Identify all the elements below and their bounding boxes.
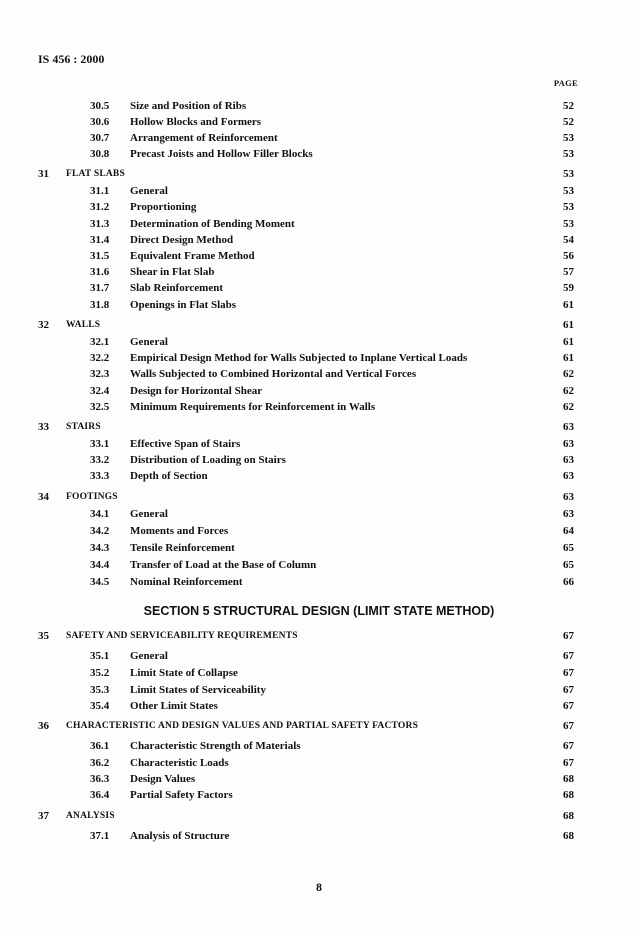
page-column-label: PAGE [553,78,578,88]
toc-entry-number: 33.2 [90,454,110,466]
toc-entry-number: 36.2 [90,757,110,769]
toc-entry-page: 65 [563,542,574,554]
page-number: 8 [316,880,322,894]
toc-entry-number: 33 [38,421,49,433]
toc-subsection-row [0,114,638,130]
toc-entry-number: 31.7 [90,282,110,294]
toc-entry-number: 34.5 [90,576,110,588]
toc-entry-page: 52 [563,116,574,128]
toc-section-row [0,808,638,824]
toc-subsection-row [0,771,638,787]
toc-entry-page: 67 [563,720,574,732]
toc-entry-title: Tensile Reinforcement [130,542,235,554]
toc-entry-page: 68 [563,810,574,822]
toc-entry-number: 30.5 [90,100,110,112]
toc-entry-number: 37.1 [90,830,110,842]
toc-subsection-row [0,755,638,771]
toc-entry-page: 62 [563,368,574,380]
toc-entry-title: FOOTINGS [66,492,118,502]
toc-entry-number: 33.3 [90,470,110,482]
toc-entry-page: 67 [563,684,574,696]
toc-entry-title: Transfer of Load at the Base of Column [130,559,317,571]
toc-subsection-row [0,682,638,698]
toc-entry-number: 32.3 [90,368,110,380]
section-heading: SECTION 5 STRUCTURAL DESIGN (LIMIT STATE METHOD) [143,604,495,618]
toc-entry-title: CHARACTERISTIC AND DESIGN VALUES AND PARTIAL SAFETY FACTORS [66,721,419,731]
toc-section-row [0,489,638,505]
toc-subsection-row [0,468,638,484]
toc-entry-page: 63 [563,421,574,433]
toc-entry-title: SAFETY AND SERVICEABILITY REQUIREMENTS [66,631,298,641]
toc-entry-title: FLAT SLABS [66,169,125,179]
toc-entry-number: 32.1 [90,336,110,348]
toc-entry-number: 31.6 [90,266,110,278]
toc-subsection-row [0,738,638,754]
toc-entry-page: 61 [563,299,574,311]
toc-subsection-row [0,557,638,573]
toc-entry-number: 34.1 [90,508,110,520]
toc-entry-number: 32.4 [90,385,110,397]
toc-subsection-row [0,183,638,199]
toc-entry-page: 67 [563,700,574,712]
toc-entry-title: Arrangement of Reinforcement [130,132,278,144]
toc-entry-page: 63 [563,470,574,482]
toc-subsection-row [0,506,638,522]
toc-subsection-row [0,248,638,264]
toc-entry-page: 63 [563,508,574,520]
toc-entry-page: 61 [563,319,574,331]
toc-entry-title: STAIRS [66,422,101,432]
toc-entry-page: 63 [563,491,574,503]
toc-entry-page: 53 [563,168,574,180]
toc-entry-number: 36.4 [90,789,110,801]
toc-entry-page: 67 [563,650,574,662]
toc-entry-title: Design Values [130,773,196,785]
toc-entry-page: 56 [563,250,574,262]
toc-entry-number: 35 [38,630,49,642]
toc-entry-number: 32 [38,319,49,331]
toc-entry-number: 30.8 [90,148,110,160]
toc-entry-number: 35.4 [90,700,110,712]
toc-entry-number: 34.4 [90,559,110,571]
toc-entry-number: 36.3 [90,773,110,785]
toc-subsection-row [0,399,638,415]
toc-subsection-row [0,199,638,215]
toc-section-row [0,628,638,644]
toc-entry-number: 34 [38,491,49,503]
toc-entry-page: 66 [563,576,574,588]
toc-subsection-row [0,452,638,468]
toc-entry-page: 65 [563,559,574,571]
toc-entry-title: Moments and Forces [130,525,229,537]
toc-subsection-row [0,264,638,280]
toc-entry-title: Proportioning [130,201,197,213]
toc-entry-page: 53 [563,201,574,213]
toc-entry-title: Equivalent Frame Method [130,250,255,262]
toc-entry-number: 33.1 [90,438,110,450]
toc-entry-title: Empirical Design Method for Walls Subjected to Inplane Vertical Loads [130,352,468,364]
toc-entry-title: Openings in Flat Slabs [130,299,237,311]
toc-entry-page: 53 [563,132,574,144]
toc-entry-number: 30.7 [90,132,110,144]
toc-subsection-row [0,334,638,350]
toc-subsection-row [0,280,638,296]
toc-entry-number: 31.5 [90,250,110,262]
toc-entry-title: Distribution of Loading on Stairs [130,454,286,466]
toc-entry-page: 63 [563,438,574,450]
toc-subsection-row [0,146,638,162]
toc-entry-page: 57 [563,266,574,278]
standard-code: IS 456 : 2000 [38,52,105,66]
toc-entry-page: 67 [563,740,574,752]
toc-entry-number: 34.3 [90,542,110,554]
toc-subsection-row [0,828,638,844]
toc-entry-title: General [130,185,168,197]
toc-entry-page: 52 [563,100,574,112]
toc-entry-page: 62 [563,385,574,397]
toc-entry-title: Shear in Flat Slab [130,266,215,278]
toc-entry-page: 64 [563,525,574,537]
toc-subsection-row [0,130,638,146]
toc-entry-number: 31.1 [90,185,110,197]
toc-entry-number: 31.2 [90,201,110,213]
toc-section-row [0,419,638,435]
toc-entry-title: Slab Reinforcement [130,282,223,294]
toc-entry-page: 67 [563,667,574,679]
toc-subsection-row [0,366,638,382]
toc-entry-number: 32.5 [90,401,110,413]
toc-entry-number: 30.6 [90,116,110,128]
toc-entry-number: 37 [38,810,49,822]
toc-entry-page: 67 [563,630,574,642]
toc-entry-title: General [130,508,168,520]
toc-entry-title: ANALYSIS [66,811,115,821]
toc-entry-number: 36.1 [90,740,110,752]
toc-entry-title: Direct Design Method [130,234,234,246]
toc-section-row [0,718,638,734]
toc-entry-page: 63 [563,454,574,466]
toc-entry-page: 53 [563,148,574,160]
toc-entry-title: General [130,650,168,662]
toc-subsection-row [0,523,638,539]
toc-entry-title: Limit States of Serviceability [130,684,266,696]
toc-subsection-row [0,350,638,366]
toc-entry-number: 32.2 [90,352,110,364]
toc-entry-page: 67 [563,757,574,769]
toc-entry-title: Characteristic Loads [130,757,229,769]
toc-entry-page: 61 [563,336,574,348]
toc-entry-title: Characteristic Strength of Materials [130,740,301,752]
toc-subsection-row [0,574,638,590]
toc-entry-number: 35.3 [90,684,110,696]
toc-entry-title: Size and Position of Ribs [130,100,247,112]
toc-entry-title: General [130,336,168,348]
toc-entry-title: Analysis of Structure [130,830,230,842]
toc-entry-number: 31.3 [90,218,110,230]
toc-entry-number: 31 [38,168,49,180]
toc-entry-page: 53 [563,185,574,197]
toc-entry-title: Hollow Blocks and Formers [130,116,262,128]
toc-entry-title: Design for Horizontal Shear [130,385,263,397]
toc-subsection-row [0,648,638,664]
toc-entry-number: 36 [38,720,49,732]
toc-entry-page: 68 [563,789,574,801]
toc-subsection-row [0,232,638,248]
toc-entry-title: Walls Subjected to Combined Horizontal and Vertical Forces [130,368,417,380]
toc-entry-title: Effective Span of Stairs [130,438,241,450]
toc-entry-title: Minimum Requirements for Reinforcement in Walls [130,401,376,413]
toc-entry-page: 68 [563,773,574,785]
toc-entry-title: WALLS [66,320,101,330]
toc-entry-page: 68 [563,830,574,842]
toc-subsection-row [0,383,638,399]
toc-entry-number: 35.2 [90,667,110,679]
toc-section-row [0,166,638,182]
toc-subsection-row [0,297,638,313]
toc-entry-number: 31.8 [90,299,110,311]
toc-entry-page: 54 [563,234,574,246]
toc-subsection-row [0,216,638,232]
toc-entry-title: Precast Joists and Hollow Filler Blocks [130,148,313,160]
toc-entry-number: 35.1 [90,650,110,662]
toc-subsection-row [0,540,638,556]
toc-entry-title: Other Limit States [130,700,218,712]
toc-subsection-row [0,665,638,681]
toc-entry-title: Nominal Reinforcement [130,576,243,588]
toc-subsection-row [0,787,638,803]
toc-entry-title: Partial Safety Factors [130,789,233,801]
toc-subsection-row [0,698,638,714]
toc-entry-page: 61 [563,352,574,364]
toc-subsection-row [0,436,638,452]
toc-section-row [0,317,638,333]
toc-entry-number: 34.2 [90,525,110,537]
toc-entry-title: Limit State of Collapse [130,667,238,679]
toc-entry-page: 59 [563,282,574,294]
toc-subsection-row [0,98,638,114]
toc-entry-title: Depth of Section [130,470,208,482]
toc-entry-page: 62 [563,401,574,413]
toc-entry-title: Determination of Bending Moment [130,218,295,230]
toc-entry-page: 53 [563,218,574,230]
toc-entry-number: 31.4 [90,234,110,246]
